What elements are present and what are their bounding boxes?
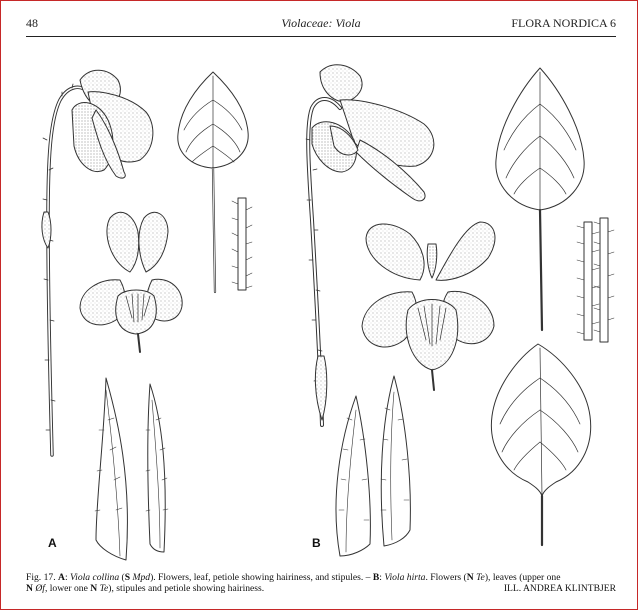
- figure-b-petiole-hairiness: [577, 218, 614, 342]
- figure-a-petiole-hairiness: [232, 198, 252, 290]
- running-title: Violaceae: Viola: [281, 16, 361, 30]
- figure-a-flower-front: [80, 212, 182, 352]
- figure-b-leaf-lower: [491, 344, 590, 545]
- figure-a-flower-side: [72, 70, 153, 178]
- panel-label-a: A: [48, 536, 57, 550]
- illustrator-credit: ILL. ANDREA KLINTBJER: [503, 583, 616, 594]
- caption-fig: Fig. 17.: [26, 572, 56, 583]
- caption-b-letter: B: [372, 572, 380, 583]
- figure-a-stipules: [95, 378, 168, 560]
- page-number: 48: [26, 16, 38, 30]
- caption-b-species: Viola hirta: [384, 572, 426, 583]
- figure-b-flower-side: [312, 65, 434, 201]
- book-title: FLORA NORDICA 6: [511, 16, 616, 30]
- caption-a-letter: A: [58, 572, 65, 583]
- panel-label-b: B: [312, 536, 321, 550]
- figure-b-leaf-upper: [496, 68, 584, 330]
- caption-a-species: Viola collina: [70, 572, 120, 583]
- figure-caption: Fig. 17. A: Viola collina (S Mpd). Flowers, leaf, petiole showing hairiness, and stipules. – B: Viola hirta. Flowers (N Te), leaves (upper one N Øf, lower one N Te), stipules and petiole showing hairiness.: [26, 572, 561, 594]
- figure-b-flower-front: [362, 222, 495, 390]
- figure-b-stipules: [336, 376, 410, 556]
- caption-a-description: ). Flowers, leaf, petiole showing hairiness, and stipules. –: [150, 572, 373, 583]
